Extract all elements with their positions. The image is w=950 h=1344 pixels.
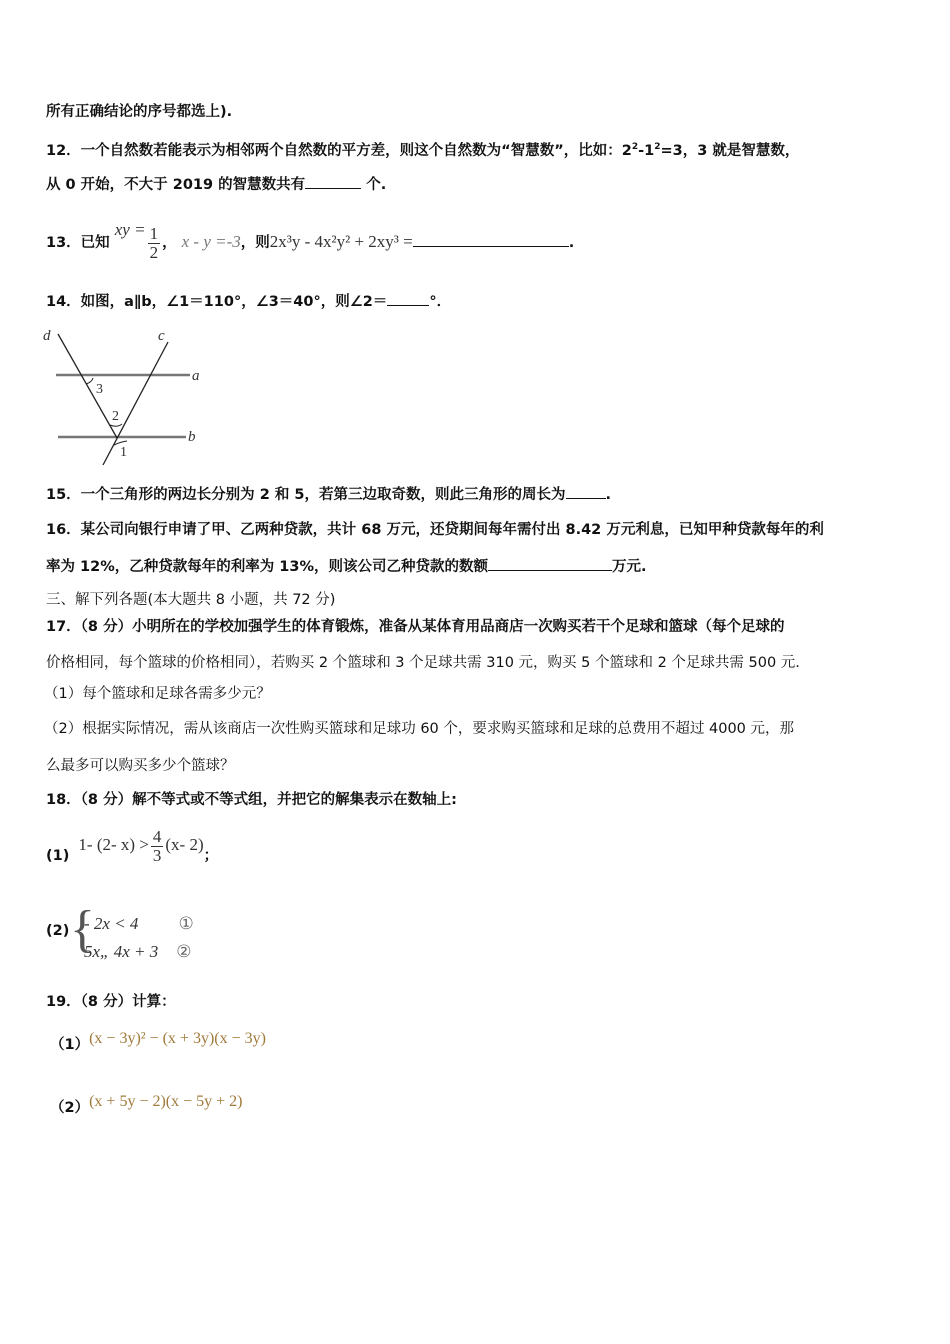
q18-p1-right: (x- 2): [165, 835, 204, 854]
q18-p2-label: (2): [46, 923, 70, 939]
inequality-2: [84, 938, 194, 966]
label-angle-1: 1: [120, 445, 127, 460]
q13-condition: x - y =-3: [181, 232, 241, 251]
denominator: 3: [152, 845, 162, 865]
q14-text: 14．如图，a∥b，∠1＝110°，∠3＝40°，则∠2＝: [46, 294, 388, 310]
q18-fraction: [151, 828, 164, 865]
question-13: [46, 222, 574, 263]
q12-sup: 2: [654, 142, 661, 152]
q13-then: ，则: [240, 235, 270, 251]
question-17-part1: （1）每个篮球和足球各需多少元？: [44, 686, 271, 702]
q18-p1-label: (1): [46, 848, 70, 864]
q16-line2-text: 率为 12%，乙种贷款每年的利率为 13%，则该公司乙种贷款的数额: [46, 559, 489, 575]
eq2-text: 5x„ 4x + 3: [84, 942, 159, 961]
q19-p2-label: （2）: [50, 1100, 90, 1116]
question-18-title: 18．（8 分）解不等式或不等式组，并把它的解集表示在数轴上:: [46, 792, 457, 808]
question-16-line1: 16．某公司向银行申请了甲、乙两种贷款，共计 68 万元，还贷期间每年需付出 8.42 万元利息，已知甲种贷款每年的利: [46, 522, 824, 538]
inequality-system: [84, 910, 194, 966]
q19-p1-expression: (x − 3y)² − (x + 3y)(x − 3y): [89, 1030, 266, 1047]
eq2-mark: ②: [176, 942, 192, 961]
question-12-line1: [46, 137, 799, 161]
angle-2-arc: [110, 424, 122, 426]
q15-end: .: [605, 487, 612, 503]
question-15: [46, 484, 611, 505]
label-b: b: [188, 429, 196, 445]
question-19-part1: [50, 1030, 266, 1055]
q13-sep: ，: [162, 235, 177, 251]
parallel-lines-figure: [40, 320, 240, 470]
label-angle-3: 3: [96, 382, 103, 397]
q13-prefix: 13．已知: [46, 235, 110, 251]
inequality-1: [84, 910, 194, 938]
question-17-part2-line2: 么最多可以购买多少个篮球？: [46, 758, 235, 774]
angle-3-arc: [86, 378, 93, 384]
q12-text: 12．一个自然数若能表示为相邻两个自然数的平方差，则这个自然数为“智慧数”，比如：2: [46, 142, 632, 159]
q12-line2-end: 个.: [361, 177, 387, 193]
eq1-text: - 2x < 4: [84, 914, 139, 933]
q18-p1-end: ；: [203, 848, 219, 864]
q13-end: .: [568, 235, 575, 251]
q14-end: °．: [429, 294, 452, 310]
question-17-line1: 17．（8 分）小明所在的学校加强学生的体育锻炼，准备从某体育用品商店一次购买若干个足球和篮球（每个足球的: [46, 619, 785, 635]
eq1-mark: ①: [178, 914, 194, 933]
section-3-heading: 三、解下列各题(本大题共 8 小题，共 72 分): [46, 592, 336, 608]
q18-p1-left: [78, 835, 148, 854]
question-19-title: 19．（8 分）计算：: [46, 994, 176, 1010]
numerator: 1: [149, 223, 159, 243]
q16-end: 万元.: [612, 559, 647, 575]
q12-mid: -1: [638, 142, 655, 159]
answer-blank[interactable]: [488, 556, 612, 571]
answer-blank[interactable]: [305, 174, 361, 189]
question-18-part1: [46, 826, 219, 881]
q12-sup: 2: [631, 142, 639, 152]
label-d: d: [43, 328, 51, 344]
q19-p2-expression: (x + 5y − 2)(x − 5y + 2): [89, 1093, 243, 1110]
question-17-part2-line1: （2）根据实际情况，需从该商店一次性购买篮球和足球功 60 个，要求购买篮球和足球的总费用不超过 4000 元，那: [44, 721, 795, 737]
system-brace: {: [70, 901, 95, 958]
label-a: a: [192, 368, 200, 384]
q13-fraction: [148, 225, 161, 262]
question-12-line2: [46, 174, 386, 195]
line-c: [103, 342, 168, 465]
q12-line2-text: 从 0 开始，不大于 2019 的智慧数共有: [46, 177, 306, 193]
answer-blank[interactable]: [387, 291, 429, 306]
q12-text-end: =3，3 就是智慧数，: [660, 142, 800, 159]
label-angle-2: 2: [112, 409, 119, 424]
answer-blank[interactable]: [566, 484, 606, 499]
intro-tail: 所有正确结论的序号都选上).: [46, 104, 233, 120]
label-c: c: [158, 328, 165, 344]
question-16-line2: [46, 556, 647, 577]
answer-blank[interactable]: [413, 232, 569, 247]
q13-xy: xy =: [114, 220, 146, 239]
numerator: 4: [152, 826, 162, 846]
line-d: [58, 334, 117, 438]
denominator: 2: [149, 242, 159, 262]
question-19-part2: [50, 1093, 243, 1118]
question-14: [46, 291, 451, 312]
q19-p1-label: （1）: [50, 1037, 90, 1053]
question-18-part2: [46, 903, 69, 959]
q13-expression: 2x³y - 4x²y² + 2xy³ =: [269, 232, 413, 251]
question-17-line2: 价格相同，每个篮球的价格相同），若购买 2 个篮球和 3 个足球共需 310 元，购买 5 个篮球和 2 个足球共需 500 元.: [46, 655, 800, 671]
q15-text: 15．一个三角形的两边长分别为 2 和 5，若第三边取奇数，则此三角形的周长为: [46, 487, 566, 503]
q18-p1-left-text: 1- (2- x) >: [78, 835, 149, 854]
